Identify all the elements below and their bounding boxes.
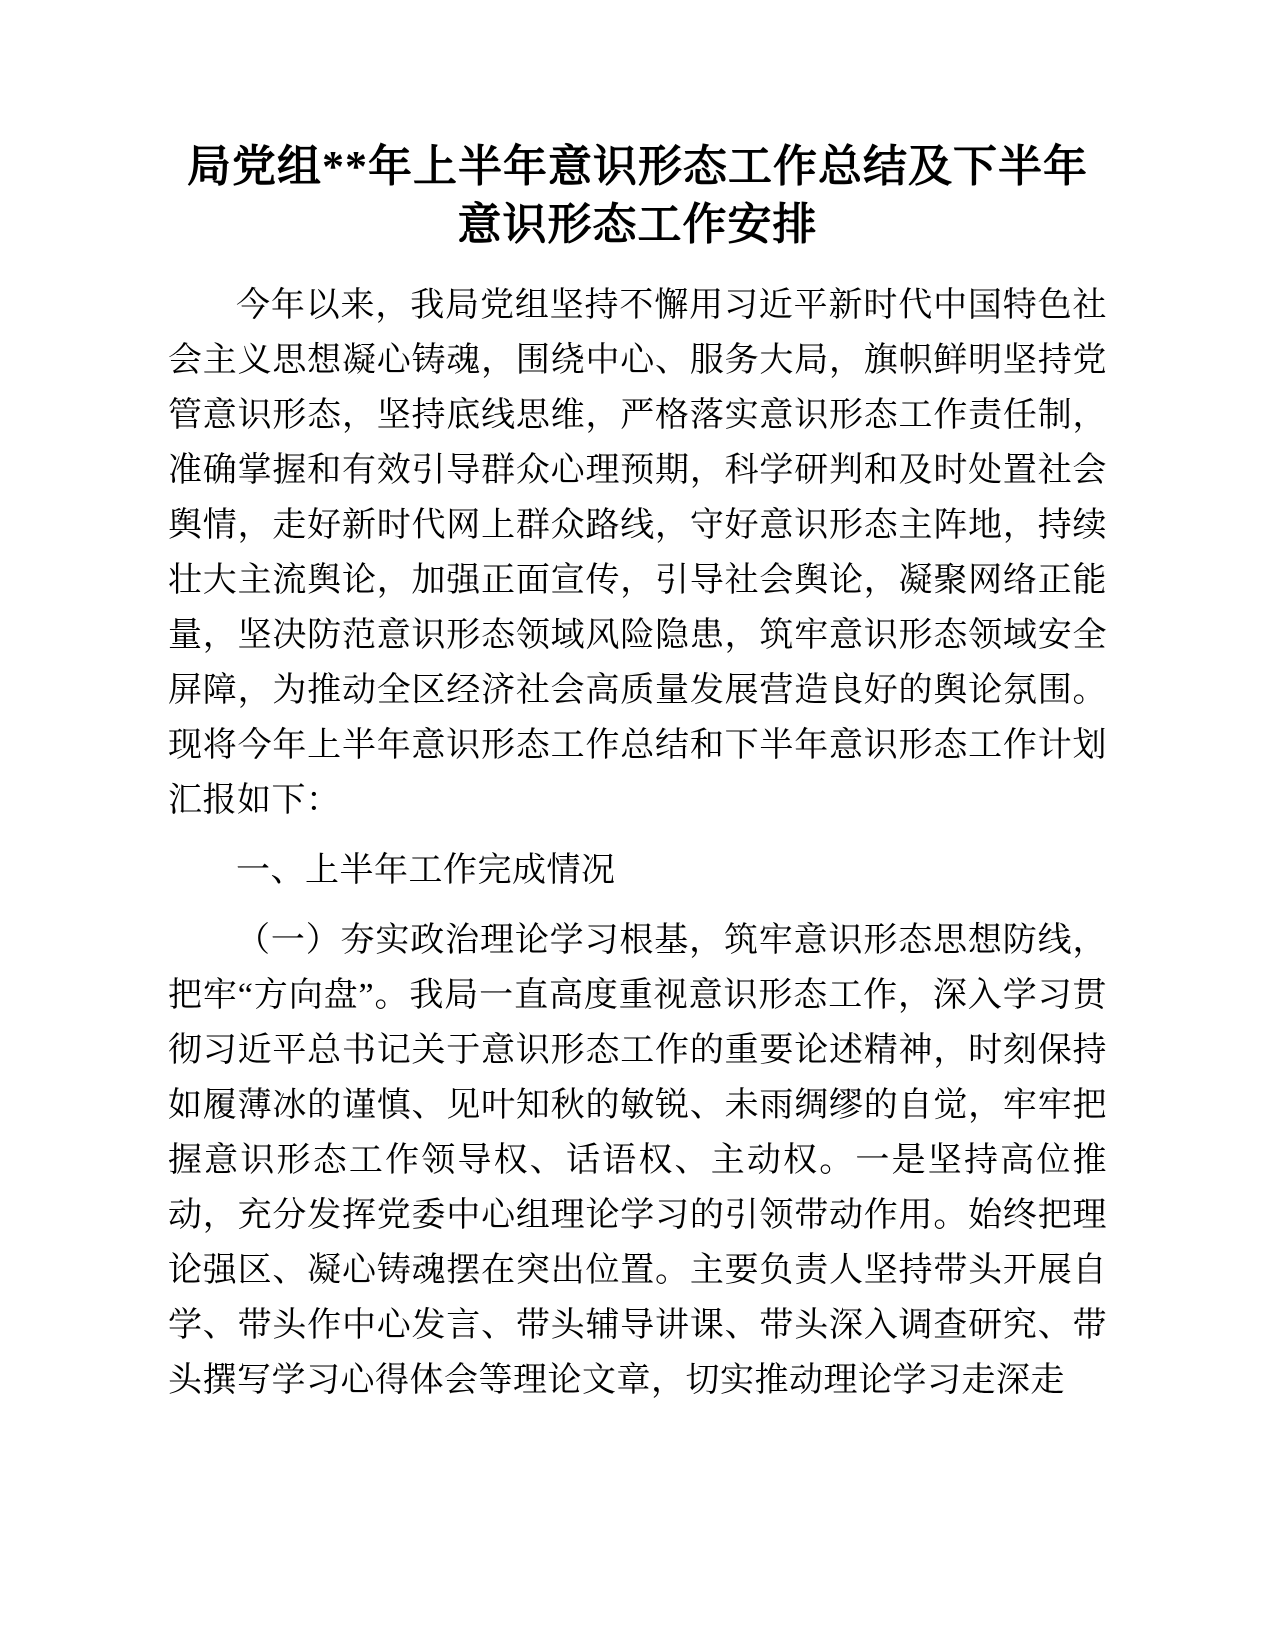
document-title: 局党组**年上半年意识形态工作总结及下半年意识形态工作安排 [187,142,1088,249]
paragraph-intro: 今年以来，我局党组坚持不懈用习近平新时代中国特色社会主义思想凝心铸魂，围绕中心、服务大局，旗帜鲜明坚持党管意识形态，坚持底线思维，严格落实意识形态工作责任制，准确掌握和有效引导群众心理预期，科学研判和及时处置社会舆情，走好新时代网上群众路线，守好意识形态主阵地，持续壮大主流舆论，加强正面宣传，引导社会舆论，凝聚网络正能量，坚决防范意识形态领域风险隐患，筑牢意识形态领域安全屏障，为推动全区经济社会高质量发展营造良好的舆论氛围。现将今年上半年意识形态工作总结和下半年意识形态工作计划汇报如下： [168,287,1107,819]
paragraph-section-one: （一）夯实政治理论学习根基，筑牢意识形态思想防线，把牢“方向盘”。我局一直高度重视意识形态工作，深入学习贯彻习近平总书记关于意识形态工作的重要论述精神，时刻保持如履薄冰的谨慎、见叶知秋的敏锐、未雨绸缪的自觉，牢牢把握意识形态工作领导权、话语权、主动权。一是坚持高位推动，充分发挥党委中心组理论学习的引领带动作用。始终把理论强区、凝心铸魂摆在突出位置。主要负责人坚持带头开展自学、带头作中心发言、带头辅导讲课、带头深入调查研究、带头撰写学习心得体会等理论文章，切实推动理论学习走深走 [168,922,1107,1399]
section-heading-first-half-work: 一、上半年工作完成情况 [236,852,616,889]
